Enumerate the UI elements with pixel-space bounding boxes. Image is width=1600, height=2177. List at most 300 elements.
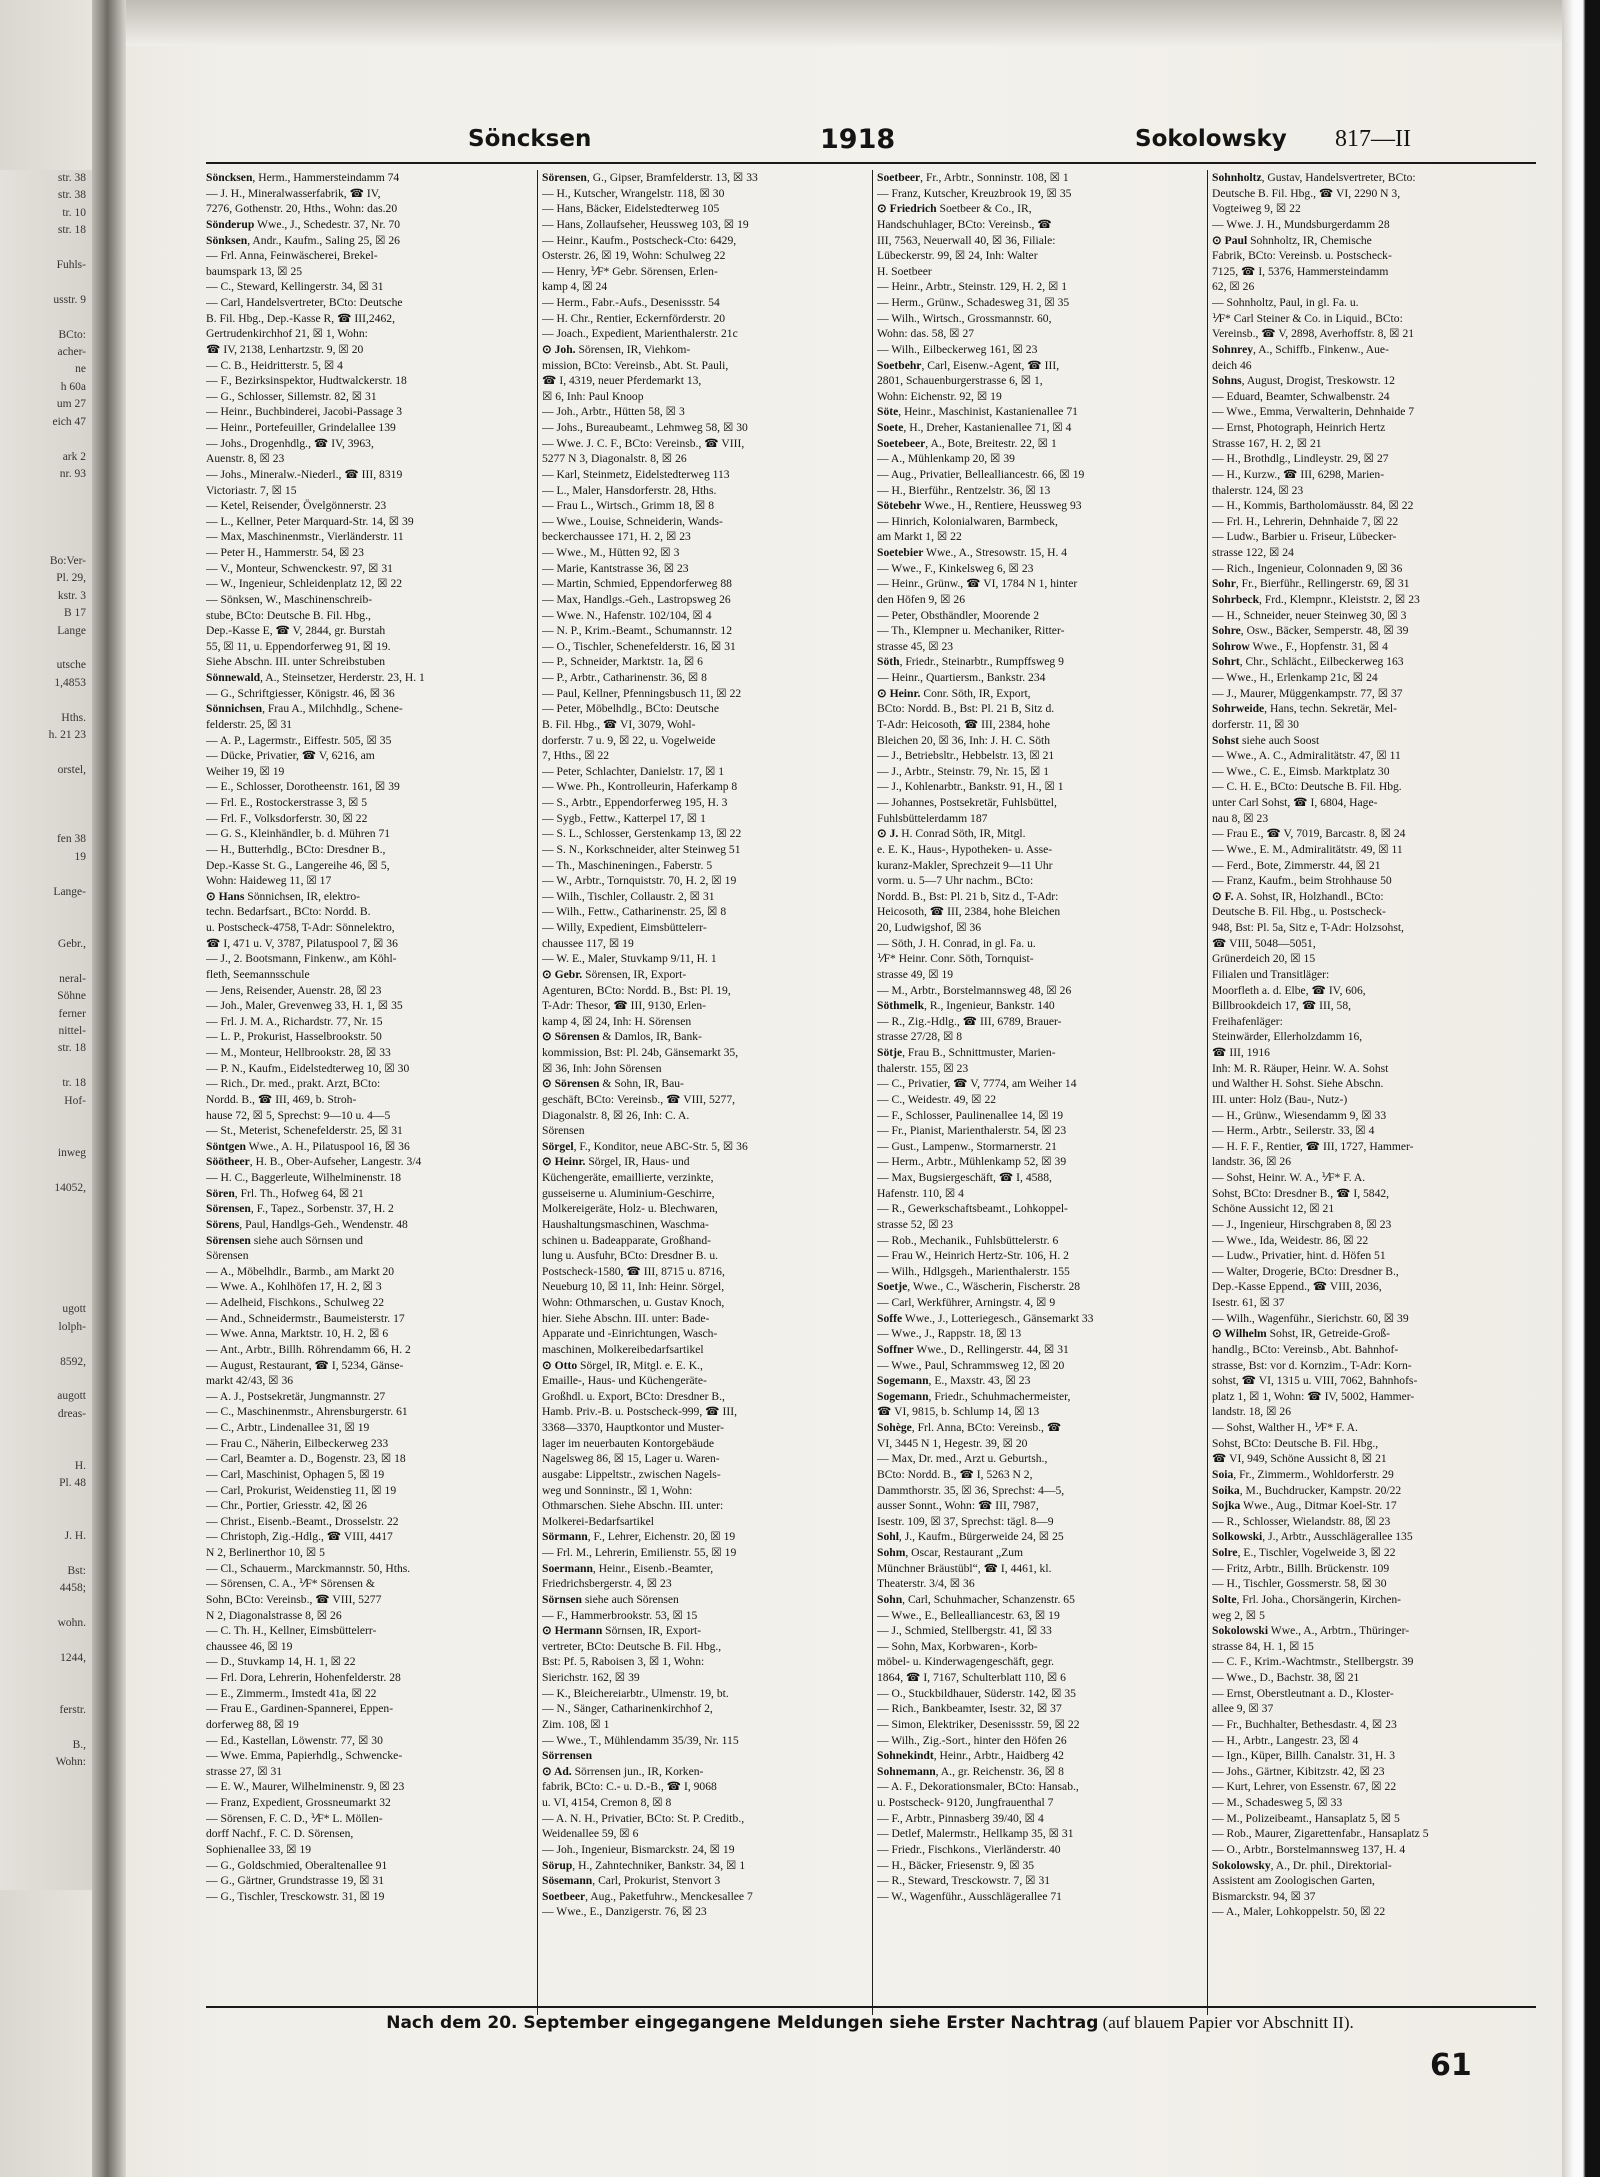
directory-entry-line: Sörensen, G., Gipser, Bramfelderstr. 13, ☒ 33 bbox=[542, 171, 758, 184]
directory-entry-line: — Ludw., Barbier u. Friseur, Lübecker- bbox=[1212, 530, 1397, 544]
directory-entry-line: — Peter H., Hammerstr. 54, ☒ 23 bbox=[206, 546, 364, 559]
directory-entry-line: Neueburg 10, ☒ 11, Inh: Heinr. Sörgel, bbox=[542, 1280, 725, 1294]
directory-entry-line: Bleichen 20, ☒ 36, Inh: J. H. C. Söth bbox=[877, 733, 1051, 747]
directory-entry-line: Solre, E., Tischler, Vogelweide 3, ☒ 22 bbox=[1212, 1546, 1396, 1559]
directory-entry-line: — Th., Klempner u. Mechaniker, Ritter- bbox=[877, 624, 1065, 638]
directory-entry-line: ⊙ Sörensen & Damlos, IR, Bank- bbox=[542, 1030, 702, 1044]
directory-entry-line: — Max, Handlgs.-Geh., Lastropsweg 26 bbox=[542, 592, 731, 606]
directory-entry-line: — Aug., Privatier, Bellealliancestr. 66, ☒ 19 bbox=[877, 467, 1085, 481]
directory-entry-line: — S., Arbtr., Eppendorferweg 195, H. 3 bbox=[542, 796, 728, 809]
directory-entry-line: — M., Schadesweg 5, ☒ 33 bbox=[1212, 1796, 1343, 1809]
previous-page-fragment bbox=[0, 1597, 92, 1614]
directory-entry-line: — F., Schlosser, Paulinenallee 14, ☒ 19 bbox=[877, 1108, 1064, 1122]
directory-entry-line: — Carl, Handelsvertreter, BCto: Deutsche bbox=[206, 296, 403, 309]
directory-entry-line: Victoriastr. 7, ☒ 15 bbox=[206, 483, 297, 497]
previous-page-fragment bbox=[0, 901, 92, 918]
previous-page-fragment bbox=[0, 1110, 92, 1127]
directory-entry-line: — J., Maurer, Müggenkampstr. 77, ☒ 37 bbox=[1212, 686, 1403, 700]
previous-page-fragment bbox=[0, 1197, 92, 1214]
previous-page-fragment: nr. 93 bbox=[59, 467, 86, 480]
directory-entry-line: — O., Tischler, Schenefelderstr. 16, ☒ 31 bbox=[542, 639, 736, 653]
directory-entry-line: — C., Arbtr., Lindenallee 31, ☒ 19 bbox=[206, 1421, 370, 1434]
previous-page-fragment bbox=[0, 1267, 92, 1284]
directory-entry-line: — Joh., Ingenieur, Bismarckstr. 24, ☒ 19 bbox=[542, 1842, 735, 1856]
directory-entry-line: Sörensen bbox=[206, 1249, 249, 1263]
directory-entry-line: Sönderup Wwe., J., Schedestr. 37, Nr. 70 bbox=[206, 217, 400, 231]
directory-entry-line: — Fr., Buchhalter, Bethesdastr. 4, ☒ 23 bbox=[1212, 1717, 1397, 1731]
directory-entry-line: — Ernst, Oberstleutnant a. D., Kloster- bbox=[1212, 1686, 1394, 1700]
directory-entry-line: Söth, Friedr., Steinarbtr., Rumpffsweg 9 bbox=[877, 655, 1064, 669]
directory-entry-line: Sötje, Frau B., Schnittmuster, Marien- bbox=[877, 1046, 1056, 1059]
previous-page-fragment bbox=[0, 953, 92, 970]
previous-page-fragment: dreas- bbox=[57, 1407, 86, 1420]
previous-page-fragment bbox=[0, 1232, 92, 1249]
previous-page-fragment: 8592, bbox=[60, 1355, 86, 1368]
directory-entry-line: felderstr. 25, ☒ 31 bbox=[206, 717, 293, 731]
directory-entry-line: am Markt 1, ☒ 22 bbox=[877, 530, 962, 544]
previous-page-fragment: H. bbox=[74, 1460, 86, 1473]
directory-entry-line: ausgabe: Lippeltstr., zwischen Nagels- bbox=[542, 1467, 721, 1481]
previous-page-fragment bbox=[0, 797, 92, 814]
directory-entry-line: — Johs., Mineralw.-Niederl., ☎ III, 8319 bbox=[206, 467, 403, 481]
directory-entry-line: — H., Schneider, neuer Steinweg 30, ☒ 3 bbox=[1212, 608, 1407, 622]
directory-entry-line: — A. P., Lagermstr., Eiffestr. 505, ☒ 35 bbox=[206, 733, 392, 747]
directory-entry-line: — Frau L., Wirtsch., Grimm 18, ☒ 8 bbox=[542, 499, 715, 513]
directory-entry-line: — H., Bierführ., Rentzelstr. 36, ☒ 13 bbox=[877, 483, 1051, 497]
directory-entry-line: — Detlef, Malermstr., Hellkamp 35, ☒ 31 bbox=[877, 1827, 1074, 1841]
previous-page-fragment: eich 47 bbox=[52, 415, 86, 428]
directory-entry-line: dorferweg 88, ☒ 19 bbox=[206, 1717, 299, 1731]
directory-entry-line: stube, BCto: Deutsche B. Fil. Hbg., bbox=[206, 608, 371, 622]
directory-entry-line: ⊙ Hans Sönnichsen, IR, elektro- bbox=[206, 889, 360, 903]
directory-entry-line: — Frl. J. M. A., Richardstr. 77, Nr. 15 bbox=[206, 1014, 383, 1028]
directory-entry-line: — Wilh., Zig.-Sort., hinter den Höfen 26 bbox=[877, 1733, 1067, 1747]
previous-page-fragment: 14052, bbox=[54, 1181, 86, 1194]
directory-entry-line: strasse 27, ☒ 31 bbox=[206, 1764, 283, 1778]
previous-page-fragment bbox=[0, 501, 92, 518]
directory-entry-line: und Walther H. Sohst. Siehe Abschn. bbox=[1212, 1077, 1384, 1091]
directory-entry-line: Sohst, BCto: Deutsche B. Fil. Hbg., bbox=[1212, 1436, 1379, 1450]
directory-entry-line: Sohnekindt, Heinr., Arbtr., Haidberg 42 bbox=[877, 1749, 1064, 1763]
directory-entry-line: — J., Schmied, Stellbergstr. 41, ☒ 33 bbox=[877, 1624, 1052, 1638]
directory-entry-line: — G., Tischler, Tresckowstr. 31, ☒ 19 bbox=[206, 1889, 385, 1903]
directory-entry-line: — Rich., Dr. med., prakt. Arzt, BCto: bbox=[206, 1077, 381, 1091]
directory-entry-line: — Franz, Expedient, Grossneumarkt 32 bbox=[206, 1796, 391, 1809]
previous-page-fragment bbox=[0, 692, 92, 709]
directory-entry-line: Heicosoth, ☎ III, 2384, hohe Bleichen bbox=[877, 905, 1061, 919]
directory-entry-line: — Wwe., D., Bachstr. 38, ☒ 21 bbox=[1212, 1671, 1360, 1684]
directory-entry-line: — Sohnholtz, Paul, in gl. Fa. u. bbox=[1212, 296, 1359, 309]
previous-page-fragment bbox=[0, 1371, 92, 1388]
directory-entry-line: Sokolowski Wwe., A., Arbtrn., Thüringer- bbox=[1212, 1624, 1410, 1638]
directory-entry-line: — Frau C., Näherin, Eilbeckerweg 233 bbox=[206, 1436, 389, 1450]
directory-entry-line: Soermann, Heinr., Eisenb.-Beamter, bbox=[542, 1561, 714, 1575]
directory-entry-line: ⊙ Sörensen & Sohn, IR, Bau- bbox=[542, 1077, 684, 1091]
directory-entry-line: Sötebehr Wwe., H., Rentiere, Heussweg 93 bbox=[877, 499, 1082, 513]
directory-entry-line: 55, ☒ 11, u. Eppendorferweg 91, ☒ 19. bbox=[206, 639, 391, 653]
directory-entry-line: Sierichstr. 162, ☒ 39 bbox=[542, 1671, 640, 1684]
directory-entry-line: Dep.-Kasse St. G., Langereihe 46, ☒ 5, bbox=[206, 858, 390, 872]
directory-entry-line: Solkowski, J., Arbtr., Ausschlägerallee 135 bbox=[1212, 1530, 1413, 1544]
directory-entry-line: Söntgen Wwe., A. H., Pilatuspool 16, ☒ 36 bbox=[206, 1139, 410, 1153]
directory-entry-line: Schöne Aussicht 12, ☒ 21 bbox=[1212, 1202, 1335, 1216]
directory-entry-line: Soetbeer, Fr., Arbtr., Sonninstr. 108, ☒ 1 bbox=[877, 171, 1069, 184]
directory-entry-line: — R., Zig.-Hdlg., ☎ III, 6789, Brauer- bbox=[877, 1014, 1062, 1028]
previous-page-fragment: nittel- bbox=[58, 1024, 86, 1037]
directory-entry-line: — S. N., Korkschneider, alter Steinweg 51 bbox=[542, 842, 741, 856]
directory-entry-line: — J., Ingenieur, Hirschgraben 8, ☒ 23 bbox=[1212, 1217, 1392, 1231]
directory-entry-line: — Fr., Pianist, Marienthalerstr. 54, ☒ 23 bbox=[877, 1124, 1067, 1138]
directory-entry-line: — Wilh., Eilbeckerweg 161, ☒ 23 bbox=[877, 342, 1038, 356]
directory-entry-line: Soika, M., Buchdrucker, Kampstr. 20/22 bbox=[1212, 1483, 1402, 1497]
directory-entry-line: — Wwe., H., Erlenkamp 21c, ☒ 24 bbox=[1212, 671, 1378, 684]
previous-page-fragment: J. H. bbox=[64, 1529, 86, 1542]
directory-entry-line: — Wwe. N., Hafenstr. 102/104, ☒ 4 bbox=[542, 608, 712, 622]
directory-column-2 bbox=[542, 170, 867, 2015]
directory-entry-line: Bismarckstr. 94, ☒ 37 bbox=[1212, 1889, 1316, 1903]
directory-entry-line: Sophienallee 33, ☒ 19 bbox=[206, 1842, 312, 1856]
directory-entry-line: — H., Butterhdlg., BCto: Dresdner B., bbox=[206, 842, 386, 856]
directory-entry-line: ☎ IV, 2138, Lenhartzstr. 9, ☒ 20 bbox=[206, 342, 364, 356]
directory-entry-line: — Hans, Zollaufseher, Heussweg 103, ☒ 19 bbox=[542, 217, 749, 231]
directory-entry-line: Deutsche B. Fil. Hbg., ☎ VI, 2290 N 3, bbox=[1212, 186, 1401, 200]
directory-entry-line: platz 1, ☒ 1, Wohn: ☎ IV, 5002, Hammer- bbox=[1212, 1389, 1415, 1403]
directory-entry-line: geschäft, BCto: Vereinsb., ☎ VIII, 5277, bbox=[542, 1092, 736, 1106]
directory-entry-line: — Frl. H., Lehrerin, Dehnhaide 7, ☒ 22 bbox=[1212, 514, 1399, 528]
previous-page-fragment: Pl. 48 bbox=[59, 1477, 86, 1490]
previous-page-fragment bbox=[0, 1284, 92, 1301]
directory-entry-line: — O., Arbtr., Borstelmannsweg 137, H. 4 bbox=[1212, 1842, 1406, 1856]
directory-entry-line: — Max, Maschinenmstr., Vierländerstr. 11 bbox=[206, 530, 404, 544]
header-year: 1918 bbox=[820, 124, 896, 155]
directory-entry-line: — Wwe. J. C. F., BCto: Vereinsb., ☎ VIII, bbox=[542, 436, 745, 450]
directory-entry-line: Soetebier Wwe., A., Stresowstr. 15, H. 4 bbox=[877, 546, 1068, 559]
directory-entry-line: 7, Hths., ☒ 22 bbox=[542, 749, 610, 763]
previous-page-fragment: 1,4853 bbox=[54, 676, 86, 689]
directory-entry-line: — Wwe., E., Danzigerstr. 76, ☒ 23 bbox=[542, 1905, 707, 1919]
directory-entry-line: Sojka Wwe., Aug., Ditmar Koel-Str. 17 bbox=[1212, 1499, 1397, 1513]
directory-entry-line: — Söth, J. H. Conrad, in gl. Fa. u. bbox=[877, 936, 1036, 950]
directory-entry-line: ☎ I, 4319, neuer Pferdemarkt 13, bbox=[542, 374, 702, 388]
directory-entry-line: — Wwe., J., Rappstr. 18, ☒ 13 bbox=[877, 1327, 1022, 1341]
directory-entry-line: — Frl. Dora, Lehrerin, Hohenfelderstr. 28 bbox=[206, 1671, 401, 1684]
directory-entry-line: gusseiserne u. Aluminium-Geschirre, bbox=[542, 1186, 715, 1200]
directory-entry-line: ⊙ Wilhelm Sohst, IR, Getreide-Groß- bbox=[1212, 1327, 1391, 1341]
directory-entry-line: — Wwe., Paul, Schrammsweg 12, ☒ 20 bbox=[877, 1358, 1065, 1372]
directory-entry-line: — Sönksen, W., Maschinenschreib- bbox=[206, 592, 373, 606]
directory-entry-line: III. unter: Holz (Bau-, Nutz-) bbox=[1212, 1092, 1348, 1106]
directory-entry-line: Emaille-, Haus- und Küchengeräte- bbox=[542, 1374, 707, 1388]
directory-entry-line: — C. F., Krim.-Wachtmstr., Stellbergstr. 39 bbox=[1212, 1655, 1414, 1669]
directory-entry-line: Fabrik, BCto: Vereinsb. u. Postscheck- bbox=[1212, 249, 1392, 263]
directory-entry-line: — Peter, Möbelhdlg., BCto: Deutsche bbox=[542, 702, 719, 716]
directory-entry-line: Sogemann, E., Maxstr. 43, ☒ 23 bbox=[877, 1374, 1031, 1388]
previous-page-fragment: tr. 10 bbox=[62, 206, 86, 219]
directory-entry-line: Postscheck-1580, ☎ III, 8715 u. 8716, bbox=[542, 1264, 725, 1278]
directory-entry-line: — E. W., Maurer, Wilhelminenstr. 9, ☒ 23 bbox=[206, 1780, 405, 1794]
directory-entry-line: Dammthorstr. 35, ☒ 36, Sprechst: 4—5, bbox=[877, 1483, 1065, 1497]
directory-entry-line: — Wwe. Anna, Marktstr. 10, H. 2, ☒ 6 bbox=[206, 1327, 389, 1341]
column-divider bbox=[872, 170, 873, 2015]
directory-entry-line: sohst, ☎ VI, 1315 u. VIII, 7062, Bahnhofs- bbox=[1212, 1374, 1418, 1388]
previous-page-fragment bbox=[0, 1493, 92, 1510]
directory-entry-line: Sohrbeck, Frd., Klempnr., Kleiststr. 2, ☒ 23 bbox=[1212, 592, 1420, 606]
previous-page-fragment: augott bbox=[57, 1390, 86, 1403]
directory-entry-line: — Gust., Lampenw., Stormarnerstr. 21 bbox=[877, 1139, 1057, 1153]
directory-entry-line: — L., Maler, Hansdorferstr. 28, Hths. bbox=[542, 483, 717, 497]
directory-entry-line: — Rob., Maurer, Zigarettenfabr., Hansaplatz 5 bbox=[1212, 1827, 1429, 1841]
directory-entry-line: Vereinsb., ☎ V, 2898, Averhoffstr. 8, ☒ 21 bbox=[1212, 327, 1415, 341]
directory-entry-line: — Herm., Arbtr., Seilerstr. 33, ☒ 4 bbox=[1212, 1124, 1375, 1138]
previous-page-fragment bbox=[0, 274, 92, 291]
directory-entry-line: — Wwe. Emma, Papierhdlg., Schwencke- bbox=[206, 1749, 403, 1763]
directory-entry-line: 1864, ☎ I, 7167, Schulterblatt 110, ☒ 6 bbox=[877, 1671, 1066, 1684]
directory-entry-line: Sohre, Osw., Bäcker, Semperstr. 48, ☒ 39 bbox=[1212, 624, 1409, 638]
previous-page-fragment: 19 bbox=[74, 850, 86, 863]
directory-entry-line: T-Adr: Thesor, ☎ III, 9130, Erlen- bbox=[542, 999, 707, 1013]
directory-entry-line: — Frl. E., Rostockerstrasse 3, ☒ 5 bbox=[206, 796, 368, 809]
previous-page-fragment: ferstr. bbox=[59, 1703, 86, 1716]
directory-entry-line: strasse 27/28, ☒ 8 bbox=[877, 1030, 963, 1044]
previous-page-fragment: ark 2 bbox=[62, 450, 86, 463]
directory-entry-line: — Herm., Grünw., Schadesweg 31, ☒ 35 bbox=[877, 296, 1070, 309]
directory-entry-line: Söte, Heinr., Maschinist, Kastanienallee 71 bbox=[877, 405, 1078, 419]
directory-entry-line: deich 46 bbox=[1212, 358, 1252, 372]
directory-entry-line: — H., Grünw., Wiesendamm 9, ☒ 33 bbox=[1212, 1108, 1387, 1122]
directory-entry-line: — Johannes, Postsekretär, Fuhlsbüttel, bbox=[877, 796, 1057, 809]
directory-entry-line: Söötheer, H. B., Ober-Aufseher, Langestr. 3/4 bbox=[206, 1155, 422, 1169]
directory-entry-line: B. Fil. Hbg., Dep.-Kasse R, ☎ III,2462, bbox=[206, 311, 395, 325]
previous-page-fragment bbox=[0, 1127, 92, 1144]
directory-entry-line: — Rich., Bankbeamter, Isestr. 32, ☒ 37 bbox=[877, 1702, 1062, 1716]
directory-entry-line: Küchengeräte, emaillierte, verzinkte, bbox=[542, 1171, 714, 1184]
directory-entry-line: — H., Bäcker, Friesenstr. 9, ☒ 35 bbox=[877, 1858, 1035, 1872]
directory-entry-line: thalerstr. 124, ☒ 23 bbox=[1212, 483, 1304, 497]
directory-entry-line: — Wwe., F., Kinkelsweg 6, ☒ 23 bbox=[877, 561, 1034, 575]
previous-page-fragment: h. 21 23 bbox=[48, 729, 86, 741]
directory-entry-line: BCto: Nordd. B., ☎ I, 5263 N 2, bbox=[877, 1467, 1033, 1481]
previous-page-edge bbox=[0, 170, 92, 1890]
directory-entry-line: Diagonalstr. 8, ☒ 26, Inh: C. A. bbox=[542, 1108, 690, 1122]
previous-page-fragment bbox=[0, 431, 92, 448]
directory-entry-line: Freihafenläger: bbox=[1212, 1014, 1283, 1028]
directory-entry-line: — Heinr., Arbtr., Steinstr. 129, H. 2, ☒ 1 bbox=[877, 280, 1068, 294]
directory-entry-line: strasse, Bst: vor d. Kornzim., T-Adr: Korn- bbox=[1212, 1358, 1412, 1372]
previous-page-fragment bbox=[0, 640, 92, 657]
directory-entry-line: 62, ☒ 26 bbox=[1212, 280, 1255, 294]
directory-entry-line: — A., Mühlenkamp 20, ☒ 39 bbox=[877, 452, 1015, 466]
directory-entry-line: — Heinr., Portefeuiller, Grindelallee 139 bbox=[206, 421, 396, 434]
directory-entry-line: strasse 122, ☒ 24 bbox=[1212, 546, 1294, 559]
directory-entry-line: — Franz, Kutscher, Kreuzbrook 19, ☒ 35 bbox=[877, 186, 1072, 200]
directory-entry-line: — Max, Dr. med., Arzt u. Geburtsh., bbox=[877, 1452, 1048, 1466]
directory-entry-line: — R., Schlosser, Wielandstr. 88, ☒ 23 bbox=[1212, 1514, 1391, 1528]
directory-entry-line: Friedrichsbergerstr. 4, ☒ 23 bbox=[542, 1577, 672, 1591]
directory-entry-line: — Ketel, Reisender, Övelgönnerstr. 23 bbox=[206, 499, 387, 513]
directory-entry-line: vertreter, BCto: Deutsche B. Fil. Hbg., bbox=[542, 1639, 722, 1653]
directory-entry-line: landstr. 18, ☒ 26 bbox=[1212, 1405, 1291, 1419]
directory-entry-line: — J., Arbtr., Steinstr. 79, Nr. 15, ☒ 1 bbox=[877, 764, 1050, 778]
previous-page-fragment bbox=[0, 536, 92, 553]
directory-entry-line: Sogemann, Friedr., Schuhmachermeister, bbox=[877, 1389, 1071, 1403]
directory-entry-line: — Rich., Ingenieur, Colonnaden 9, ☒ 36 bbox=[1212, 561, 1403, 575]
directory-entry-line: — Ant., Arbtr., Billh. Röhrendamm 66, H. 2 bbox=[206, 1342, 411, 1356]
directory-entry-line: Soetebeer, A., Bote, Breitestr. 22, ☒ 1 bbox=[877, 436, 1057, 450]
directory-entry-line: — Wilh., Wirtsch., Grossmannstr. 60, bbox=[877, 311, 1052, 325]
directory-entry-line: strasse 52, ☒ 23 bbox=[877, 1217, 954, 1231]
directory-entry-line: Filialen und Transitläger: bbox=[1212, 967, 1330, 981]
directory-entry-line: — Johs., Drogenhdlg., ☎ IV, 3963, bbox=[206, 436, 374, 450]
directory-entry-line: — C., Weidestr. 49, ☒ 22 bbox=[877, 1092, 997, 1106]
directory-entry-line: — Cl., Schauerm., Marckmannstr. 50, Hths. bbox=[206, 1561, 411, 1575]
previous-page-fragment bbox=[0, 518, 92, 535]
directory-entry-line: kamp 4, ☒ 24 bbox=[542, 280, 608, 294]
previous-page-fragment: Hths. bbox=[61, 711, 86, 724]
previous-page-fragment bbox=[0, 1162, 92, 1179]
directory-entry-line: u. Postscheck-4758, T-Adr: Sönnelektro, bbox=[206, 921, 395, 934]
directory-entry-line: — Heinr., Kaufm., Postscheck-Cto: 6429, bbox=[542, 233, 737, 247]
directory-entry-line: — Chr., Portier, Griesstr. 42, ☒ 26 bbox=[206, 1499, 367, 1513]
previous-page-fragment: Bo:Ver- bbox=[49, 554, 86, 567]
previous-page-fragment bbox=[0, 779, 92, 796]
book-gutter bbox=[92, 0, 126, 2177]
directory-entry-line: Othmarschen. Siehe Abschn. III. unter: bbox=[542, 1499, 724, 1513]
directory-entry-line: — Carl, Beamter a. D., Bogenstr. 23, ☒ 18 bbox=[206, 1452, 406, 1466]
directory-entry-line: — E., Zimmerm., Imstedt 41a, ☒ 22 bbox=[206, 1686, 377, 1700]
directory-entry-line: Apparate und -Einrichtungen, Wasch- bbox=[542, 1327, 718, 1341]
directory-entry-line: — W., Ingenieur, Schleidenplatz 12, ☒ 22 bbox=[206, 577, 403, 591]
previous-page-fragment: str. 18 bbox=[57, 1042, 86, 1055]
page-top-shadow bbox=[126, 0, 1562, 46]
directory-entry-line: 5277 N 3, Diagonalstr. 8, ☒ 26 bbox=[542, 452, 687, 466]
directory-entry-line: — H. Chr., Rentier, Eckernförderstr. 20 bbox=[542, 311, 726, 325]
directory-entry-line: — H., Brothdlg., Lindleystr. 29, ☒ 27 bbox=[1212, 452, 1389, 466]
directory-entry-line: — Frl. M., Lehrerin, Emilienstr. 55, ☒ 19 bbox=[542, 1546, 737, 1559]
directory-entry-line: — H., Kurzw., ☎ III, 6298, Marien- bbox=[1212, 467, 1385, 481]
directory-entry-line: — Sörensen, C. A., ⅟F* Sörensen & bbox=[206, 1577, 375, 1591]
directory-columns bbox=[206, 170, 1536, 2015]
directory-entry-line: 7276, Gothenstr. 20, Hths., Wohn: das.20 bbox=[206, 202, 398, 216]
directory-entry-line: — Carl, Werkführer, Arningstr. 4, ☒ 9 bbox=[877, 1296, 1056, 1309]
directory-entry-line: Gertrudenkirchhof 21, ☒ 1, Wohn: bbox=[206, 327, 368, 341]
directory-entry-line: Sohège, Frl. Anna, BCto: Vereinsb., ☎ bbox=[877, 1421, 1062, 1434]
directory-entry-line: — Joh., Maler, Grevenweg 33, H. 1, ☒ 35 bbox=[206, 999, 403, 1013]
directory-entry-line: ⊙ Joh. Sörensen, IR, Viehkom- bbox=[542, 342, 691, 356]
directory-entry-line: — R., Gewerkschaftsbeamt., Lohkoppel- bbox=[877, 1202, 1068, 1216]
directory-entry-line: landstr. 36, ☒ 26 bbox=[1212, 1155, 1291, 1169]
directory-entry-line: — Wwe., E., Bellealliancestr. 63, ☒ 19 bbox=[877, 1608, 1060, 1622]
directory-entry-line: den Höfen 9, ☒ 26 bbox=[877, 592, 965, 606]
directory-entry-line: — Willy, Expedient, Eimsbüttelerr- bbox=[542, 921, 707, 934]
directory-entry-line: ☎ VI, 949, Schöne Aussicht 8, ☒ 21 bbox=[1212, 1452, 1387, 1466]
previous-page-fragment: ferner bbox=[58, 1007, 86, 1020]
directory-entry-line: — Friedr., Fischkons., Vierländerstr. 40 bbox=[877, 1842, 1061, 1856]
directory-entry-line: — J., Betriebsltr., Hebbelstr. 13, ☒ 21 bbox=[877, 749, 1055, 763]
previous-page-fragment: BCto: bbox=[58, 328, 86, 341]
directory-entry-line: — Adelheid, Fischkons., Schulweg 22 bbox=[206, 1296, 385, 1309]
directory-entry-line: Wohn: das. 58, ☒ 27 bbox=[877, 327, 975, 341]
directory-entry-line: Molkereigeräte, Holz- u. Blechwaren, bbox=[542, 1202, 718, 1216]
directory-entry-line: Weidenallee 59, ☒ 6 bbox=[542, 1827, 639, 1841]
directory-entry-line: Sokolowsky, A., Dr. phil., Direktorial- bbox=[1212, 1858, 1392, 1872]
directory-entry-line: chaussee 46, ☒ 19 bbox=[206, 1639, 293, 1653]
directory-entry-line: dorferstr. 11, ☒ 30 bbox=[1212, 717, 1299, 731]
directory-entry-line: kommission, Bst: Pl. 24b, Gänsemarkt 35, bbox=[542, 1046, 739, 1059]
directory-entry-line: — Eduard, Beamter, Schwalbenstr. 24 bbox=[1212, 389, 1390, 403]
previous-page-fragment: B 17 bbox=[63, 607, 86, 620]
directory-entry-line: Nordd. B., Bst: Pl. 21 b, Sitz d., T-Adr: bbox=[877, 889, 1059, 903]
directory-entry-line: — Johs., Bureaubeamt., Lehmweg 58, ☒ 30 bbox=[542, 421, 748, 434]
directory-entry-line: Lübeckerstr. 99, ☒ 24, Inh: Walter bbox=[877, 249, 1038, 263]
directory-entry-line: Fuhlsbüttelerdamm 187 bbox=[877, 811, 988, 825]
directory-entry-line: — Wwe. A., Kohlhöfen 17, H. 2, ☒ 3 bbox=[206, 1280, 382, 1294]
directory-entry-line: Wohn: Othmarschen, u. Gustav Knoch, bbox=[542, 1296, 725, 1309]
directory-entry-line: — M., Polizeibeamt., Hansaplatz 5, ☒ 5 bbox=[1212, 1811, 1400, 1825]
directory-entry-line: — Th., Maschineningen., Faberstr. 5 bbox=[542, 858, 713, 872]
directory-entry-line: H. Soetbeer bbox=[877, 264, 932, 278]
directory-entry-line: Sönksen, Andr., Kaufm., Saling 25, ☒ 26 bbox=[206, 233, 400, 247]
directory-entry-line: Soetje, Wwe., C., Wäscherin, Fischerstr. 28 bbox=[877, 1280, 1081, 1294]
directory-entry-line: weg 2, ☒ 5 bbox=[1212, 1608, 1265, 1622]
directory-entry-line: ☎ VIII, 5048—5051, bbox=[1212, 936, 1316, 950]
directory-entry-line: — A., Möbelhdlr., Barmb., am Markt 20 bbox=[206, 1264, 395, 1278]
directory-entry-line: — Martin, Schmied, Eppendorferweg 88 bbox=[542, 577, 732, 591]
previous-page-fragment: orstel, bbox=[57, 763, 86, 776]
directory-entry-line: — Max, Bugsiergeschäft, ☎ I, 4588, bbox=[877, 1171, 1052, 1184]
directory-entry-line: — Hinrich, Kolonialwaren, Barmbeck, bbox=[877, 514, 1058, 528]
directory-entry-line: — Heinr., Quartiersm., Bankstr. 234 bbox=[877, 671, 1046, 684]
directory-entry-line: Vogteiweg 9, ☒ 22 bbox=[1212, 202, 1301, 216]
previous-page-fragment bbox=[0, 1336, 92, 1353]
previous-page-fragment bbox=[0, 1214, 92, 1231]
directory-entry-line: — C., Steward, Kellingerstr. 34, ☒ 31 bbox=[206, 280, 384, 294]
previous-page-fragment: ne bbox=[75, 363, 86, 376]
directory-entry-line: Hafenstr. 110, ☒ 4 bbox=[877, 1186, 964, 1200]
directory-entry-line: ⊙ Paul Sohnholtz, IR, Chemische bbox=[1212, 233, 1372, 247]
directory-entry-line: — F., Arbtr., Pinnasberg 39/40, ☒ 4 bbox=[877, 1811, 1044, 1825]
previous-page-fragment: Gebr., bbox=[57, 937, 86, 950]
directory-entry-line: — Wilh., Fettw., Catharinenstr. 25, ☒ 8 bbox=[542, 905, 727, 919]
previous-page-fragment: Fuhls- bbox=[56, 259, 86, 272]
directory-entry-line: — A. J., Postsekretär, Jungmannstr. 27 bbox=[206, 1389, 386, 1403]
directory-entry-line: — J., 2. Bootsmann, Finkenw., am Köhl- bbox=[206, 952, 397, 966]
directory-entry-line: mission, BCto: Vereinsb., Abt. St. Pauli, bbox=[542, 358, 729, 372]
directory-entry-line: Münchner Bräustübl“, ☎ I, 4461, kl. bbox=[877, 1561, 1052, 1575]
directory-entry-line: ⊙ Heinr. Conr. Söth, IR, Export, bbox=[877, 686, 1031, 700]
directory-entry-line: — And., Schneidermstr., Baumeisterstr. 17 bbox=[206, 1311, 405, 1325]
directory-entry-line: — Herm., Fabr.-Aufs., Desenissstr. 54 bbox=[542, 296, 720, 309]
previous-page-fragment bbox=[0, 1441, 92, 1458]
directory-entry-line: Sohst, BCto: Dresdner B., ☎ I, 5842, bbox=[1212, 1186, 1390, 1200]
directory-entry-line: 948, Bst: Pl. 5a, Sitz e, T-Adr: Holzsohst, bbox=[1212, 921, 1404, 934]
directory-entry-line: ⊙ Gebr. Sörensen, IR, Export- bbox=[542, 967, 687, 981]
previous-page-fragment: str. 38 bbox=[57, 189, 86, 202]
directory-entry-line: Steinwärder, Ellerholzdamm 16, bbox=[1212, 1030, 1363, 1044]
directory-entry-line: — V., Monteur, Schwenckestr. 97, ☒ 31 bbox=[206, 561, 393, 575]
directory-entry-line: — Peter, Obsthändler, Moorende 2 bbox=[877, 608, 1039, 622]
previous-page-fragment bbox=[0, 1719, 92, 1736]
directory-entry-line: — G., Goldschmied, Oberaltenallee 91 bbox=[206, 1858, 388, 1872]
directory-entry-line: Auenstr. 8, ☒ 23 bbox=[206, 452, 285, 466]
directory-entry-line: — Frl. F., Volksdorferstr. 30, ☒ 22 bbox=[206, 811, 368, 825]
directory-entry-line: dorferstr. 7 u. 9, ☒ 22, u. Vogelweide bbox=[542, 733, 716, 747]
directory-entry-line: Sohns, August, Drogist, Treskowstr. 12 bbox=[1212, 374, 1395, 388]
directory-entry-line: — F., Bezirksinspektor, Hudtwalckerstr. 18 bbox=[206, 374, 407, 388]
supplement-note-bold: Nach dem 20. September eingegangene Meldungen siehe Erster Nachtrag bbox=[386, 2013, 1099, 2033]
directory-entry-line: kamp 4, ☒ 24, Inh: H. Sörensen bbox=[542, 1014, 692, 1028]
directory-entry-line: — Ernst, Photograph, Heinrich Hertz bbox=[1212, 421, 1386, 434]
directory-entry-line: e. E. K., Haus-, Hypotheken- u. Asse- bbox=[877, 842, 1053, 856]
